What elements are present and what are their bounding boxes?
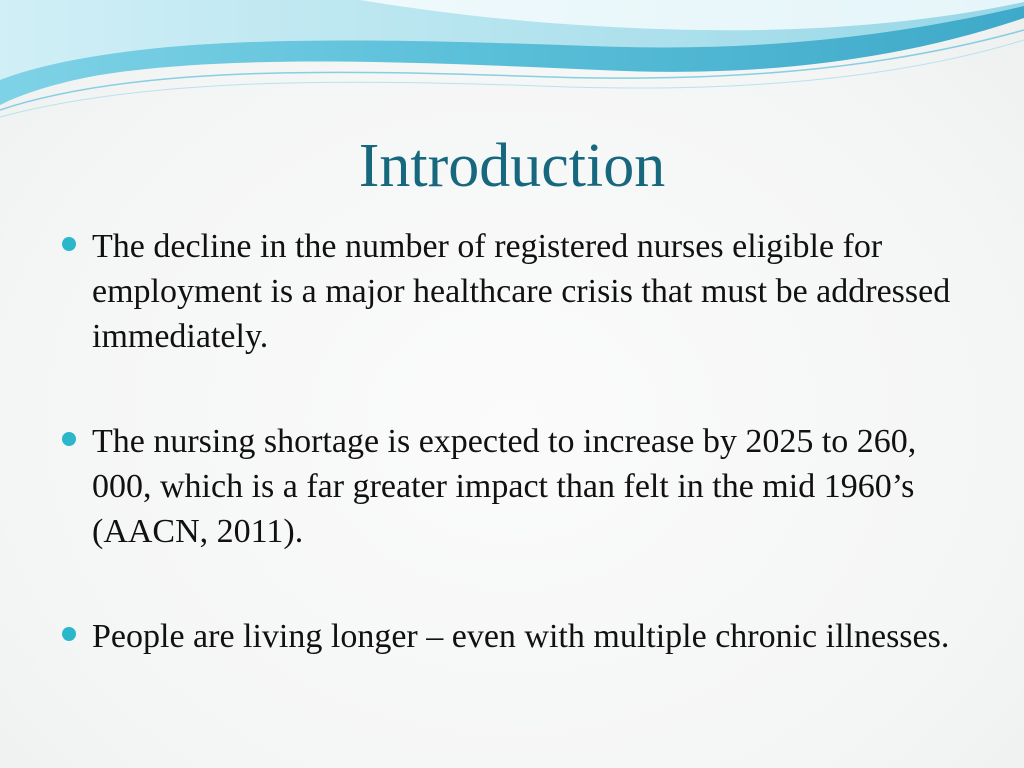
bullet-item bbox=[62, 614, 982, 659]
bullet-text: The nursing shortage is expected to increase by 2025 to 260, 000, which is a far greater impact than felt in the mid 1960’s (AACN, 2011). bbox=[92, 423, 917, 550]
bullet-marker-icon bbox=[62, 432, 76, 446]
bullet-marker-icon bbox=[62, 627, 76, 641]
slide-title: Introduction bbox=[358, 132, 666, 200]
bullet-list bbox=[62, 224, 982, 659]
bullet-text: People are living longer – even with multiple chronic illnesses. bbox=[92, 618, 950, 655]
bullet-text: The decline in the number of registered nurses eligible for employment is a major healthcare crisis that must be addressed immediately. bbox=[92, 228, 951, 355]
bullet-item bbox=[62, 224, 982, 359]
bullet-marker-icon bbox=[62, 237, 76, 251]
bullet-item bbox=[62, 419, 982, 554]
decorative-wave-header bbox=[0, 0, 1024, 130]
